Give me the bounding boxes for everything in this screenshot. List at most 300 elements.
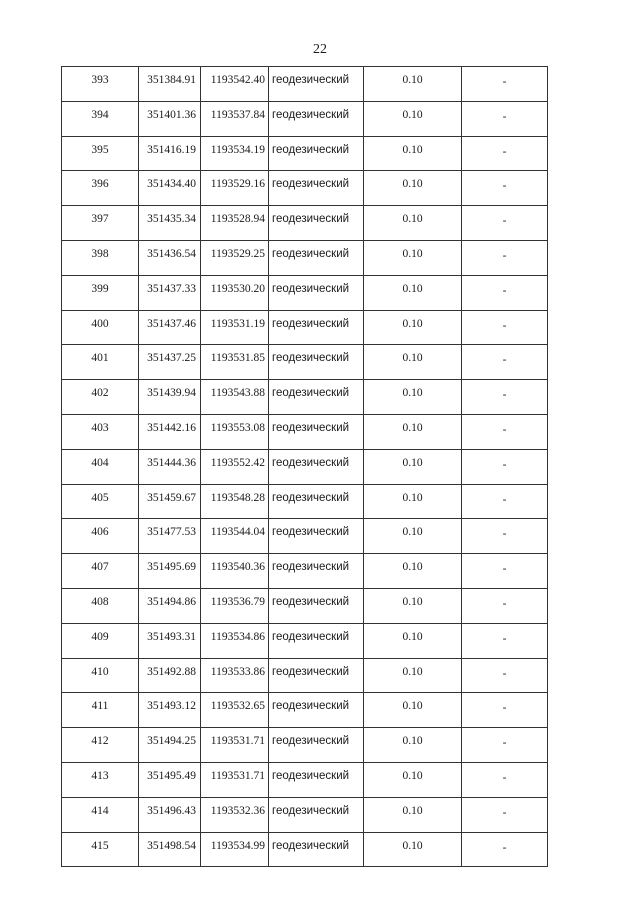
- method-cell: [269, 171, 364, 206]
- x-coordinate-cell-text: 351442.16: [147, 421, 196, 434]
- y-coordinate-cell-text: 1193543.88: [210, 387, 265, 400]
- table-row: [62, 380, 548, 415]
- point-number-cell: [62, 414, 139, 449]
- precision-cell: [364, 554, 462, 589]
- x-coordinate-cell-text: 351494.86: [147, 595, 196, 608]
- y-coordinate-cell: [201, 693, 269, 728]
- precision-cell: [364, 171, 462, 206]
- table-row: [62, 797, 548, 832]
- precision-cell: [364, 728, 462, 763]
- point-number-cell-text: 404: [91, 456, 109, 469]
- x-coordinate-cell-text: 351401.36: [147, 108, 196, 121]
- method-cell: [269, 240, 364, 275]
- x-coordinate-cell: [139, 554, 201, 589]
- x-coordinate-cell: [139, 414, 201, 449]
- precision-cell-text: 0.10: [402, 700, 423, 713]
- method-cell: [269, 832, 364, 867]
- x-coordinate-cell-text: 351436.54: [147, 247, 196, 260]
- method-cell: [269, 345, 364, 380]
- point-number-cell-text: 412: [91, 735, 109, 748]
- x-coordinate-cell: [139, 206, 201, 241]
- precision-cell: [364, 449, 462, 484]
- x-coordinate-cell-text: 351459.67: [147, 491, 196, 504]
- precision-cell-text: 0.10: [402, 317, 423, 330]
- method-cell-text: геодезический: [272, 804, 350, 817]
- table-row: [62, 275, 548, 310]
- note-cell-text: -: [502, 528, 507, 541]
- y-coordinate-cell-text: 1193553.08: [210, 421, 265, 434]
- x-coordinate-cell: [139, 693, 201, 728]
- note-cell-text: -: [502, 180, 507, 193]
- table-row: [62, 67, 548, 102]
- method-cell: [269, 762, 364, 797]
- point-number-cell-text: 399: [91, 282, 109, 295]
- precision-cell-text: 0.10: [402, 247, 423, 260]
- y-coordinate-cell: [201, 101, 269, 136]
- y-coordinate-cell: [201, 658, 269, 693]
- precision-cell-text: 0.10: [402, 804, 423, 817]
- note-cell-text: -: [502, 76, 507, 88]
- method-cell-text: геодезический: [272, 178, 350, 191]
- method-cell: [269, 136, 364, 171]
- point-number-cell: [62, 67, 139, 102]
- x-coordinate-cell-text: 351416.19: [147, 143, 196, 156]
- point-number-cell-text: 405: [91, 491, 109, 504]
- note-cell: [462, 484, 548, 519]
- note-cell-text: -: [502, 423, 507, 436]
- page-number: 22: [313, 42, 327, 57]
- x-coordinate-cell: [139, 728, 201, 763]
- note-cell: [462, 101, 548, 136]
- y-coordinate-cell: [201, 414, 269, 449]
- x-coordinate-cell: [139, 658, 201, 693]
- table-row: [62, 519, 548, 554]
- coordinates-table-body: [62, 67, 548, 867]
- precision-cell: [364, 623, 462, 658]
- point-number-cell: [62, 554, 139, 589]
- method-cell: [269, 693, 364, 728]
- x-coordinate-cell: [139, 588, 201, 623]
- y-coordinate-cell-text: 1193548.28: [210, 491, 265, 504]
- precision-cell: [364, 275, 462, 310]
- method-cell: [269, 519, 364, 554]
- method-cell: [269, 101, 364, 136]
- method-cell-text: геодезический: [272, 491, 350, 504]
- point-number-cell: [62, 484, 139, 519]
- x-coordinate-cell-text: 351384.91: [147, 74, 196, 86]
- point-number-cell: [62, 728, 139, 763]
- precision-cell: [364, 414, 462, 449]
- note-cell: [462, 554, 548, 589]
- note-cell: [462, 380, 548, 415]
- x-coordinate-cell: [139, 380, 201, 415]
- method-cell: [269, 414, 364, 449]
- point-number-cell-text: 395: [91, 143, 109, 156]
- method-cell-text: геодезический: [272, 352, 350, 365]
- table-row: [62, 588, 548, 623]
- note-cell: [462, 136, 548, 171]
- x-coordinate-cell-text: 351492.88: [147, 665, 196, 678]
- method-cell: [269, 310, 364, 345]
- x-coordinate-cell-text: 351439.94: [147, 387, 196, 400]
- table-row: [62, 693, 548, 728]
- note-cell: [462, 449, 548, 484]
- table-row: [62, 101, 548, 136]
- point-number-cell-text: 397: [91, 213, 109, 226]
- point-number-cell-text: 393: [91, 74, 109, 86]
- precision-cell-text: 0.10: [402, 595, 423, 608]
- note-cell-text: -: [502, 737, 507, 750]
- note-cell: [462, 693, 548, 728]
- y-coordinate-cell: [201, 623, 269, 658]
- table-row: [62, 345, 548, 380]
- method-cell-text: геодезический: [272, 282, 350, 295]
- precision-cell-text: 0.10: [402, 665, 423, 678]
- y-coordinate-cell-text: 1193529.25: [210, 247, 265, 260]
- note-cell-text: -: [502, 806, 507, 819]
- note-cell: [462, 240, 548, 275]
- point-number-cell-text: 410: [91, 665, 109, 678]
- precision-cell: [364, 519, 462, 554]
- note-cell-text: -: [502, 563, 507, 576]
- point-number-cell-text: 400: [91, 317, 109, 330]
- note-cell-text: -: [502, 597, 507, 610]
- precision-cell-text: 0.10: [402, 74, 423, 86]
- point-number-cell: [62, 449, 139, 484]
- method-cell: [269, 275, 364, 310]
- x-coordinate-cell-text: 351494.25: [147, 735, 196, 748]
- note-cell-text: -: [502, 354, 507, 367]
- note-cell-text: -: [502, 389, 507, 402]
- table-row: [62, 136, 548, 171]
- x-coordinate-cell: [139, 797, 201, 832]
- note-cell: [462, 206, 548, 241]
- method-cell-text: геодезический: [272, 526, 350, 539]
- precision-cell: [364, 67, 462, 102]
- table-row: [62, 832, 548, 867]
- precision-cell-text: 0.10: [402, 282, 423, 295]
- note-cell: [462, 658, 548, 693]
- point-number-cell: [62, 345, 139, 380]
- point-number-cell-text: 409: [91, 630, 109, 643]
- point-number-cell-text: 414: [91, 804, 109, 817]
- note-cell-text: -: [502, 702, 507, 715]
- precision-cell: [364, 588, 462, 623]
- x-coordinate-cell: [139, 484, 201, 519]
- method-cell-text: геодезический: [272, 74, 350, 86]
- y-coordinate-cell: [201, 797, 269, 832]
- precision-cell-text: 0.10: [402, 735, 423, 748]
- note-cell-text: -: [502, 110, 507, 123]
- note-cell: [462, 728, 548, 763]
- precision-cell: [364, 484, 462, 519]
- point-number-cell-text: 396: [91, 178, 109, 191]
- table-row: [62, 206, 548, 241]
- point-number-cell-text: 403: [91, 421, 109, 434]
- note-cell: [462, 171, 548, 206]
- y-coordinate-cell-text: 1193537.84: [210, 108, 265, 121]
- precision-cell: [364, 101, 462, 136]
- table-row: [62, 762, 548, 797]
- method-cell: [269, 380, 364, 415]
- point-number-cell: [62, 693, 139, 728]
- note-cell: [462, 345, 548, 380]
- note-cell-text: -: [502, 249, 507, 262]
- point-number-cell-text: 406: [91, 526, 109, 539]
- note-cell-text: -: [502, 319, 507, 332]
- precision-cell-text: 0.10: [402, 456, 423, 469]
- y-coordinate-cell-text: 1193528.94: [210, 213, 265, 226]
- point-number-cell-text: 401: [91, 352, 109, 365]
- precision-cell-text: 0.10: [402, 143, 423, 156]
- x-coordinate-cell: [139, 623, 201, 658]
- note-cell-text: -: [502, 771, 507, 784]
- x-coordinate-cell: [139, 240, 201, 275]
- point-number-cell: [62, 171, 139, 206]
- x-coordinate-cell-text: 351493.12: [147, 700, 196, 713]
- precision-cell: [364, 240, 462, 275]
- precision-cell: [364, 310, 462, 345]
- method-cell: [269, 623, 364, 658]
- y-coordinate-cell: [201, 206, 269, 241]
- method-cell-text: геодезический: [272, 630, 350, 643]
- method-cell-text: геодезический: [272, 595, 350, 608]
- note-cell-text: -: [502, 145, 507, 158]
- note-cell: [462, 623, 548, 658]
- method-cell-text: геодезический: [272, 108, 350, 121]
- x-coordinate-cell: [139, 449, 201, 484]
- y-coordinate-cell: [201, 310, 269, 345]
- point-number-cell: [62, 623, 139, 658]
- note-cell: [462, 832, 548, 867]
- y-coordinate-cell: [201, 449, 269, 484]
- method-cell-text: геодезический: [272, 561, 350, 574]
- point-number-cell-text: 413: [91, 769, 109, 782]
- note-cell: [462, 275, 548, 310]
- precision-cell-text: 0.10: [402, 526, 423, 539]
- y-coordinate-cell-text: 1193533.86: [210, 665, 265, 678]
- precision-cell: [364, 136, 462, 171]
- method-cell: [269, 554, 364, 589]
- precision-cell: [364, 693, 462, 728]
- method-cell: [269, 67, 364, 102]
- point-number-cell: [62, 101, 139, 136]
- method-cell: [269, 449, 364, 484]
- precision-cell: [364, 797, 462, 832]
- x-coordinate-cell-text: 351437.46: [147, 317, 196, 330]
- y-coordinate-cell-text: 1193532.36: [210, 804, 265, 817]
- precision-cell-text: 0.10: [402, 421, 423, 434]
- y-coordinate-cell: [201, 588, 269, 623]
- point-number-cell: [62, 275, 139, 310]
- method-cell-text: геодезический: [272, 421, 350, 434]
- point-number-cell: [62, 380, 139, 415]
- y-coordinate-cell: [201, 728, 269, 763]
- x-coordinate-cell-text: 351495.69: [147, 561, 196, 574]
- precision-cell-text: 0.10: [402, 491, 423, 504]
- table-row: [62, 554, 548, 589]
- x-coordinate-cell: [139, 762, 201, 797]
- point-number-cell: [62, 832, 139, 867]
- note-cell-text: -: [502, 458, 507, 471]
- y-coordinate-cell-text: 1193542.40: [210, 74, 265, 86]
- y-coordinate-cell: [201, 136, 269, 171]
- point-number-cell-text: 402: [91, 387, 109, 400]
- table-row: [62, 623, 548, 658]
- y-coordinate-cell: [201, 762, 269, 797]
- y-coordinate-cell: [201, 519, 269, 554]
- y-coordinate-cell: [201, 171, 269, 206]
- y-coordinate-cell-text: 1193552.42: [210, 456, 265, 469]
- y-coordinate-cell: [201, 240, 269, 275]
- note-cell: [462, 519, 548, 554]
- y-coordinate-cell-text: 1193536.79: [210, 595, 265, 608]
- method-cell-text: геодезический: [272, 247, 350, 260]
- precision-cell: [364, 658, 462, 693]
- precision-cell-text: 0.10: [402, 178, 423, 191]
- method-cell-text: геодезический: [272, 213, 350, 226]
- note-cell-text: -: [502, 284, 507, 297]
- x-coordinate-cell: [139, 171, 201, 206]
- method-cell-text: геодезический: [272, 456, 350, 469]
- x-coordinate-cell: [139, 275, 201, 310]
- precision-cell: [364, 345, 462, 380]
- point-number-cell: [62, 658, 139, 693]
- y-coordinate-cell: [201, 554, 269, 589]
- x-coordinate-cell-text: 351435.34: [147, 213, 196, 226]
- method-cell: [269, 588, 364, 623]
- method-cell-text: геодезический: [272, 387, 350, 400]
- point-number-cell: [62, 240, 139, 275]
- method-cell: [269, 484, 364, 519]
- method-cell-text: геодезический: [272, 700, 350, 713]
- y-coordinate-cell: [201, 275, 269, 310]
- method-cell: [269, 797, 364, 832]
- precision-cell-text: 0.10: [402, 213, 423, 226]
- y-coordinate-cell-text: 1193534.99: [210, 839, 265, 852]
- note-cell-text: -: [502, 493, 507, 506]
- point-number-cell: [62, 206, 139, 241]
- y-coordinate-cell-text: 1193532.65: [210, 700, 265, 713]
- point-number-cell: [62, 310, 139, 345]
- point-number-cell: [62, 588, 139, 623]
- point-number-cell: [62, 136, 139, 171]
- x-coordinate-cell-text: 351434.40: [147, 178, 196, 191]
- precision-cell-text: 0.10: [402, 387, 423, 400]
- point-number-cell-text: 415: [91, 839, 109, 852]
- x-coordinate-cell-text: 351437.25: [147, 352, 196, 365]
- x-coordinate-cell-text: 351477.53: [147, 526, 196, 539]
- x-coordinate-cell-text: 351437.33: [147, 282, 196, 295]
- method-cell: [269, 658, 364, 693]
- y-coordinate-cell-text: 1193530.20: [210, 282, 265, 295]
- x-coordinate-cell: [139, 345, 201, 380]
- precision-cell-text: 0.10: [402, 108, 423, 121]
- table-row: [62, 484, 548, 519]
- note-cell-text: -: [502, 215, 507, 228]
- method-cell-text: геодезический: [272, 317, 350, 330]
- precision-cell-text: 0.10: [402, 769, 423, 782]
- note-cell: [462, 310, 548, 345]
- y-coordinate-cell: [201, 380, 269, 415]
- precision-cell-text: 0.10: [402, 630, 423, 643]
- y-coordinate-cell: [201, 67, 269, 102]
- table-row: [62, 658, 548, 693]
- y-coordinate-cell-text: 1193529.16: [210, 178, 265, 191]
- method-cell-text: геодезический: [272, 735, 350, 748]
- note-cell-text: -: [502, 667, 507, 680]
- method-cell-text: геодезический: [272, 769, 350, 782]
- table-row: [62, 414, 548, 449]
- table-row: [62, 310, 548, 345]
- point-number-cell-text: 411: [91, 700, 109, 713]
- table-row: [62, 449, 548, 484]
- note-cell: [462, 797, 548, 832]
- point-number-cell-text: 398: [91, 247, 109, 260]
- point-number-cell: [62, 762, 139, 797]
- note-cell: [462, 414, 548, 449]
- y-coordinate-cell: [201, 484, 269, 519]
- x-coordinate-cell-text: 351498.54: [147, 839, 196, 852]
- note-cell-text: -: [502, 841, 507, 854]
- precision-cell-text: 0.10: [402, 561, 423, 574]
- y-coordinate-cell-text: 1193534.19: [210, 143, 265, 156]
- precision-cell-text: 0.10: [402, 839, 423, 852]
- precision-cell: [364, 762, 462, 797]
- note-cell: [462, 67, 548, 102]
- note-cell: [462, 762, 548, 797]
- x-coordinate-cell-text: 351444.36: [147, 456, 196, 469]
- precision-cell: [364, 380, 462, 415]
- x-coordinate-cell: [139, 519, 201, 554]
- x-coordinate-cell-text: 351493.31: [147, 630, 196, 643]
- table-row: [62, 171, 548, 206]
- table-row: [62, 240, 548, 275]
- precision-cell: [364, 832, 462, 867]
- note-cell: [462, 588, 548, 623]
- point-number-cell-text: 394: [91, 108, 109, 121]
- x-coordinate-cell: [139, 101, 201, 136]
- y-coordinate-cell-text: 1193534.86: [210, 630, 265, 643]
- x-coordinate-cell-text: 351495.49: [147, 769, 196, 782]
- point-number-cell: [62, 519, 139, 554]
- x-coordinate-cell: [139, 67, 201, 102]
- y-coordinate-cell: [201, 832, 269, 867]
- y-coordinate-cell-text: 1193531.85: [210, 352, 265, 365]
- x-coordinate-cell: [139, 136, 201, 171]
- x-coordinate-cell-text: 351496.43: [147, 804, 196, 817]
- x-coordinate-cell: [139, 832, 201, 867]
- y-coordinate-cell-text: 1193544.04: [210, 526, 265, 539]
- method-cell-text: геодезический: [272, 665, 350, 678]
- coordinates-table: [61, 66, 548, 867]
- y-coordinate-cell-text: 1193531.71: [210, 769, 265, 782]
- y-coordinate-cell: [201, 345, 269, 380]
- point-number-cell-text: 408: [91, 595, 109, 608]
- method-cell-text: геодезический: [272, 143, 350, 156]
- method-cell-text: геодезический: [272, 839, 350, 852]
- point-number-cell: [62, 797, 139, 832]
- precision-cell-text: 0.10: [402, 352, 423, 365]
- y-coordinate-cell-text: 1193540.36: [210, 561, 265, 574]
- point-number-cell-text: 407: [91, 561, 109, 574]
- x-coordinate-cell: [139, 310, 201, 345]
- y-coordinate-cell-text: 1193531.71: [210, 735, 265, 748]
- y-coordinate-cell-text: 1193531.19: [210, 317, 265, 330]
- method-cell: [269, 728, 364, 763]
- method-cell: [269, 206, 364, 241]
- note-cell-text: -: [502, 632, 507, 645]
